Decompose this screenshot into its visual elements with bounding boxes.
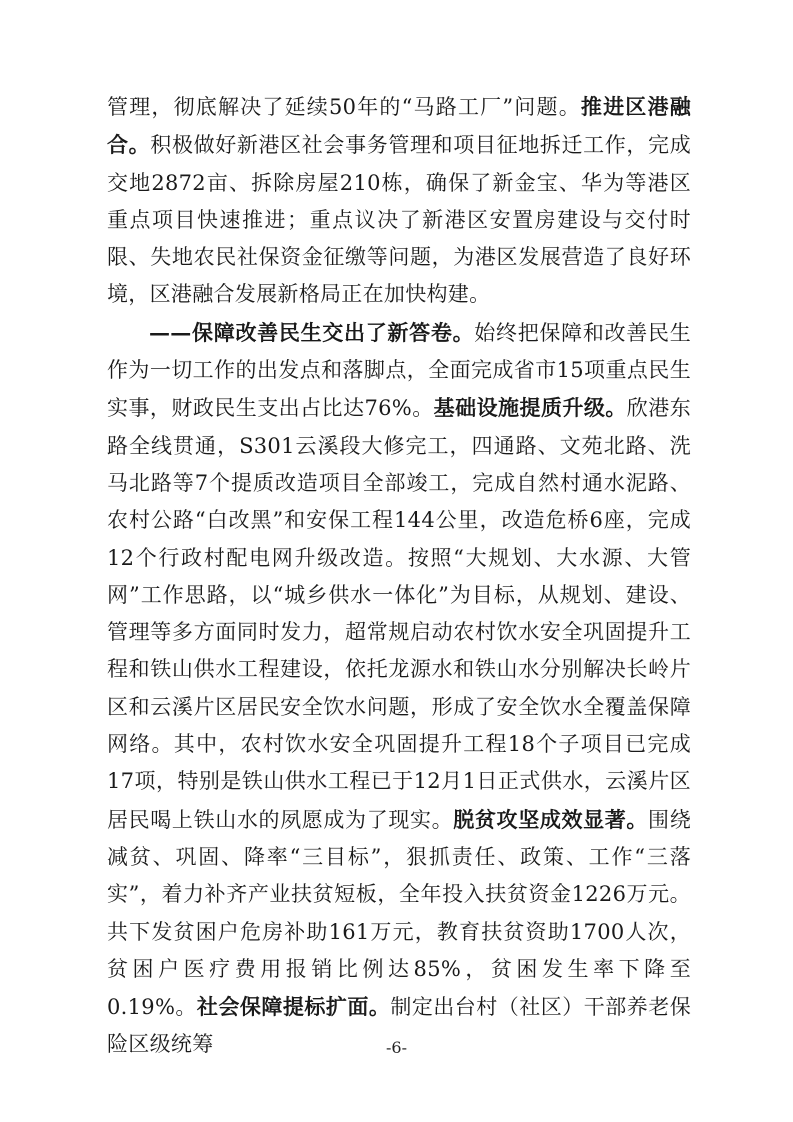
bold-heading-text: 推进区港融合。	[107, 94, 692, 158]
paragraph-text: 始终把保障和改善民生作为一切工作的出发点和落脚点，全面完成省市15项重点民生实事，财政民生支出占比达76%。	[107, 320, 691, 421]
bold-heading-text: ——保障改善民生交出了新答卷。	[149, 319, 475, 345]
paragraph-text: 围绕减贫、巩固、降率“三目标”，狠抓责任、政策、工作“三落实”，着力补齐产业扶贫短板，全年投入扶贫资金1226万元。共下发贫困户危房补助161万元，教育扶贫资助1700人次，贫困户医疗费用报销比例达85%，贫困发生率下降至0.19%。	[107, 807, 691, 1020]
paragraph	[107, 314, 691, 1064]
paragraph-text: 欣港东路全线贯通，S301云溪段大修完工，四通路、文苑北路、洗马北路等7个提质改造项目全部竣工，完成自然村通水泥路、农村公路“白改黑”和安保工程144公里，改造危桥6座，完成12个行政村配电网升级改造。按照“大规划、大水源、大管网”工作思路，以“城乡供水一体化”为目标，从规划、建设、管理等多方面同时发力，超常规启动农村饮水安全巩固提升工程和铁山供水工程建设，依托龙源水和铁山水分别解决长岭片区和云溪片区居民安全饮水问题，形成了安全饮水全覆盖保障网络。其中，农村饮水安全巩固提升工程18个子项目已完成17项，特别是铁山供水工程已于12月1日正式供水，云溪片区居民喝上铁山水的夙愿成为了现实。	[107, 396, 691, 832]
bold-heading-text: 脱贫攻坚成效显著。	[453, 806, 649, 832]
paragraph-text: 管理，彻底解决了延续50年的“马路工厂”问题。	[107, 95, 581, 119]
paragraph-text: 制定出台村（社区）干部养老保险区级统筹	[107, 995, 692, 1057]
body-text	[107, 88, 691, 1064]
paragraph	[107, 88, 691, 314]
bold-heading-text: 社会保障提标扩面。	[196, 994, 391, 1020]
page-number: -6-	[386, 1038, 407, 1057]
paragraph-text: 积极做好新港区社会事务管理和项目征地拆迁工作，完成交地2872亩、拆除房屋210栋，确保了新金宝、华为等港区重点项目快速推进；重点议决了新港区安置房建设与交付时限、失地农民社保资金征缴等问题，为港区发展营造了良好环境，区港融合发展新格局正在加快构建。	[107, 133, 692, 307]
bold-heading-text: 基础设施提质升级。	[433, 395, 627, 421]
